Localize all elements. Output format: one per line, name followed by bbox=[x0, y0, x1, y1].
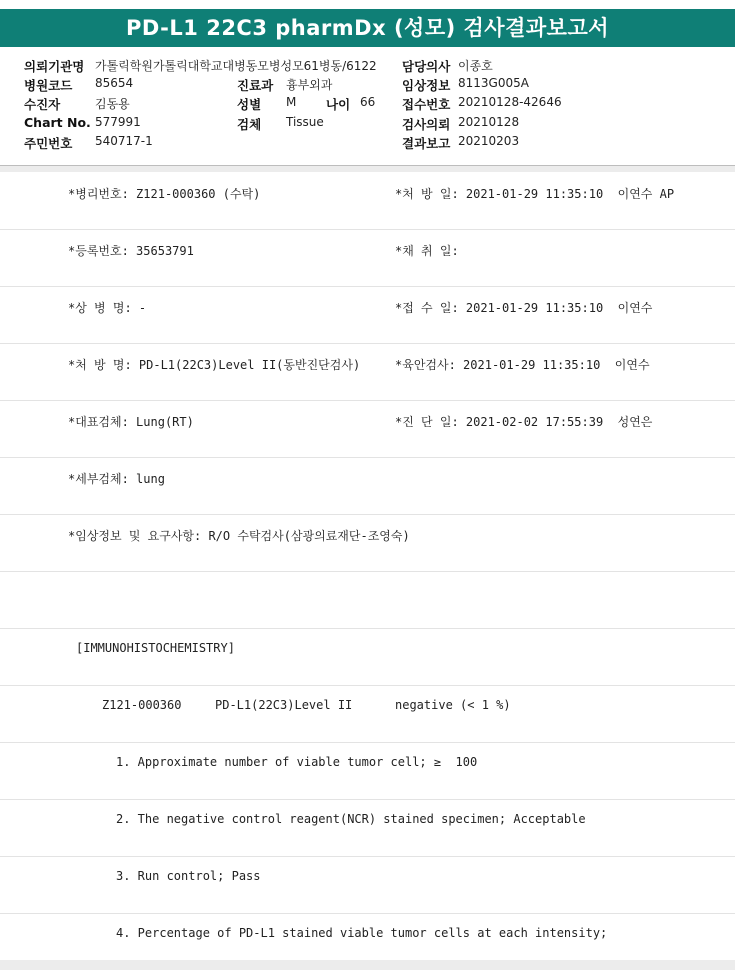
dept-label: 진료과 bbox=[237, 78, 274, 93]
hospital-code-value: 85654 bbox=[95, 76, 134, 90]
test-request-label: 검사의뢰 bbox=[402, 117, 451, 132]
specimen-label: 검체 bbox=[237, 117, 262, 132]
list-item bbox=[0, 799, 735, 857]
chart-no-label: Chart No. bbox=[24, 115, 91, 130]
dept-value: 흉부외과 bbox=[286, 78, 333, 92]
patient-value: 김동용 bbox=[95, 97, 130, 111]
resident-no-value: 540717-1 bbox=[95, 134, 153, 148]
ihc-item: 4. Percentage of PD-L1 stained viable tumor cells at each intensity; bbox=[116, 926, 608, 940]
request-org-value: 가톨릭학원가톨릭대학교대병동모병성모61병동/6122 bbox=[95, 59, 377, 73]
list-item bbox=[0, 229, 735, 287]
list-item bbox=[0, 628, 735, 686]
chart-no-value: 577991 bbox=[95, 115, 141, 129]
representative-specimen: *대표검체: Lung(RT) bbox=[68, 415, 194, 429]
clinical-requirements: *임상정보 및 요구사항: R/O 수탁검사(삼광의료재단-조영숙) bbox=[68, 529, 410, 543]
list-item bbox=[0, 400, 735, 458]
list-item bbox=[0, 172, 735, 230]
prescription-name: *처 방 명: PD-L1(22C3)Level II(동반진단검사) bbox=[68, 358, 361, 372]
doctor-label: 담당의사 bbox=[402, 59, 451, 74]
detail-specimen: *세부검체: lung bbox=[68, 472, 165, 486]
receipt-date: *접 수 일: 2021-01-29 11:35:10 이연수 bbox=[395, 301, 653, 315]
age-label: 나이 bbox=[326, 97, 351, 112]
request-org-label: 의뢰기관명 bbox=[24, 59, 85, 74]
patient-label: 수진자 bbox=[24, 97, 61, 112]
list-item bbox=[0, 856, 735, 914]
footer-shadow bbox=[0, 960, 735, 970]
result-report-label: 결과보고 bbox=[402, 136, 451, 151]
ihc-result: negative (< 1 %) bbox=[395, 698, 511, 712]
list-item bbox=[0, 514, 735, 572]
registration-no: *등록번호: 35653791 bbox=[68, 244, 194, 258]
report-title: PD-L1 22C3 pharmDx (성모) 검사결과보고서 bbox=[0, 9, 735, 47]
age-value: 66 bbox=[360, 95, 376, 109]
list-item bbox=[0, 286, 735, 344]
sex-label: 성별 bbox=[237, 97, 262, 112]
ihc-case-no: Z121-000360 bbox=[102, 698, 182, 712]
list-item bbox=[0, 742, 735, 800]
diagnosis-date: *진 단 일: 2021-02-02 17:55:39 성연은 bbox=[395, 415, 653, 429]
doctor-value: 이종호 bbox=[458, 59, 493, 73]
sex-value: M bbox=[286, 95, 297, 109]
receipt-no-label: 접수번호 bbox=[402, 97, 451, 112]
ihc-item: 1. Approximate number of viable tumor cell; ≥ 100 bbox=[116, 755, 478, 769]
ihc-item: 3. Run control; Pass bbox=[116, 869, 261, 883]
prescription-date: *처 방 일: 2021-01-29 11:35:10 이연수 AP bbox=[395, 187, 675, 201]
report-body bbox=[0, 172, 735, 960]
ihc-heading: [IMMUNOHISTOCHEMISTRY] bbox=[76, 641, 235, 655]
test-request-value: 20210128 bbox=[458, 115, 520, 129]
receipt-no-value: 20210128-42646 bbox=[458, 95, 562, 109]
clinical-info-value: 8113G005A bbox=[458, 76, 529, 90]
hospital-code-label: 병원코드 bbox=[24, 78, 73, 93]
collection-date: *채 취 일: bbox=[395, 244, 459, 258]
list-item bbox=[0, 343, 735, 401]
resident-no-label: 주민번호 bbox=[24, 136, 73, 151]
disease-name: *상 병 명: - bbox=[68, 301, 147, 315]
clinical-info-label: 임상정보 bbox=[402, 78, 451, 93]
ihc-test-name: PD-L1(22C3)Level II bbox=[215, 698, 353, 712]
list-item bbox=[0, 457, 735, 515]
list-item bbox=[0, 685, 735, 743]
report-header bbox=[0, 54, 735, 164]
result-report-value: 20210203 bbox=[458, 134, 520, 148]
gross-exam: *육안검사: 2021-01-29 11:35:10 이연수 bbox=[395, 358, 650, 372]
pathology-no: *병리번호: Z121-000360 (수탁) bbox=[68, 187, 261, 201]
ihc-item: 2. The negative control reagent(NCR) stained specimen; Acceptable bbox=[116, 812, 586, 826]
specimen-value: Tissue bbox=[286, 115, 324, 129]
list-item bbox=[0, 571, 735, 629]
